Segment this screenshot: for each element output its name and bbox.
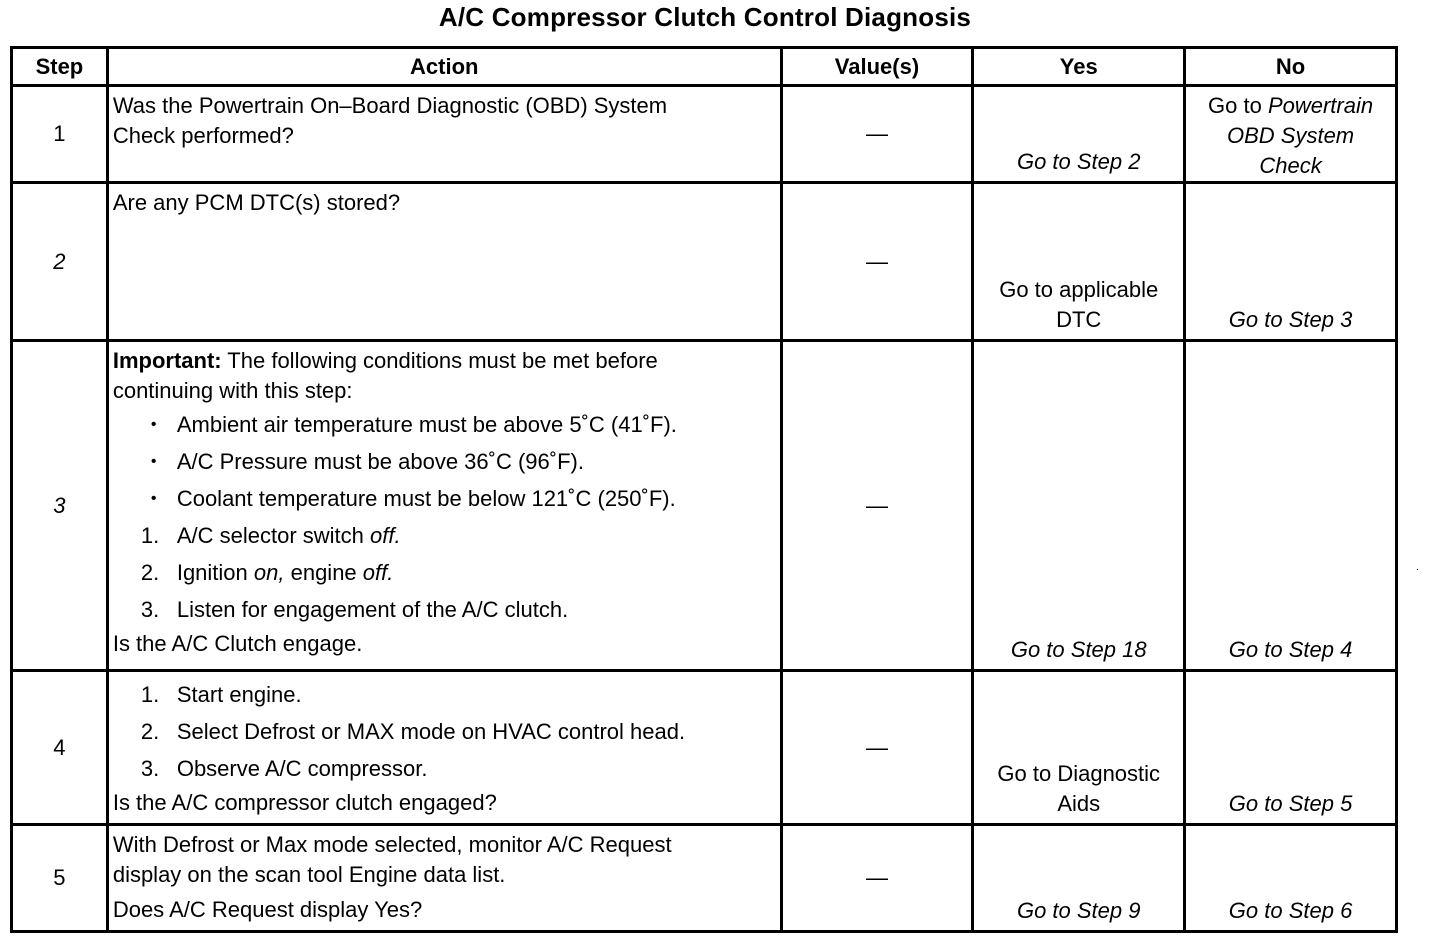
action-cell — [107, 825, 781, 932]
step-number: 2 — [53, 248, 66, 274]
no-cell — [1185, 341, 1397, 671]
step-number: 5 — [53, 865, 66, 890]
table-row — [12, 825, 1397, 932]
yes-cell — [973, 183, 1185, 341]
list-text-italic: off. — [370, 523, 401, 548]
value-text: — — [865, 734, 888, 760]
procedure-list — [113, 517, 776, 628]
action-cell — [107, 341, 781, 671]
yes-link[interactable]: Go to Step 18 — [1010, 637, 1147, 662]
action-text-line: display on the scan tool Engine data list. — [112, 862, 506, 887]
list-item — [141, 554, 776, 591]
yes-link[interactable]: Go to Step 2 — [1016, 149, 1141, 174]
procedure-list — [113, 676, 776, 787]
list-item — [141, 676, 776, 713]
question-text: Does A/C Request display Yes? — [112, 897, 423, 922]
list-text: Select Defrost or MAX mode on HVAC control head. — [176, 719, 686, 744]
list-item — [141, 713, 776, 750]
step-cell — [12, 183, 108, 341]
list-number: 3. — [140, 756, 160, 781]
header-no: No — [1185, 48, 1397, 86]
no-link[interactable]: Go to Step 3 — [1228, 307, 1353, 332]
header-yes: Yes — [973, 48, 1185, 86]
scan-artifact-mark: . — [1416, 562, 1419, 573]
list-number: 3. — [140, 597, 160, 622]
list-number: 2. — [140, 719, 160, 744]
yes-cell — [973, 671, 1185, 825]
value-text: — — [865, 492, 888, 518]
step-cell — [12, 86, 108, 183]
no-link-line3: Check — [1259, 153, 1322, 178]
action-cell — [107, 183, 781, 341]
action-text-line: Was the Powertrain On–Board Diagnostic (OBD) System — [112, 93, 668, 118]
list-text: Listen for engagement of the A/C clutch. — [176, 597, 569, 622]
important-label: Important: — [112, 348, 222, 373]
yes-link[interactable] — [974, 275, 1183, 335]
value-text: — — [865, 121, 888, 146]
action-text-line: With Defrost or Max mode selected, monitor A/C Request — [112, 832, 672, 857]
yes-link-line2: DTC — [1056, 307, 1102, 332]
condition-list — [113, 406, 776, 517]
no-cell — [1185, 86, 1397, 183]
list-number: 2. — [140, 560, 160, 585]
no-link[interactable] — [1186, 91, 1395, 181]
value-cell — [781, 86, 973, 183]
list-text: Observe A/C compressor. — [176, 756, 428, 781]
table-row — [12, 183, 1397, 341]
list-text-italic: on, — [253, 560, 285, 585]
no-cell — [1185, 671, 1397, 825]
no-link-line2: OBD System — [1227, 123, 1355, 148]
step-cell — [12, 671, 108, 825]
important-note — [113, 346, 776, 376]
table-row — [12, 341, 1397, 671]
yes-cell — [973, 825, 1185, 932]
list-item: • A/C Pressure must be above 36˚C (96˚F). — [147, 443, 776, 480]
no-cell — [1185, 183, 1397, 341]
header-action: Action — [107, 48, 781, 86]
value-cell — [781, 341, 973, 671]
table-row — [12, 671, 1397, 825]
yes-link[interactable] — [974, 759, 1183, 819]
list-number: 1. — [140, 523, 160, 548]
step-number: 1 — [53, 121, 66, 146]
yes-link-line1: Go to applicable — [999, 277, 1159, 302]
yes-link[interactable]: Go to Step 9 — [1016, 898, 1141, 923]
action-cell — [107, 86, 781, 183]
yes-link-line2: Aids — [1057, 791, 1101, 816]
yes-cell — [973, 341, 1185, 671]
list-text-italic: off. — [362, 560, 394, 585]
list-item: • Ambient air temperature must be above 5˚C (41˚F). — [147, 406, 776, 443]
list-item — [141, 750, 776, 787]
step-number: 4 — [53, 734, 66, 760]
list-item — [141, 517, 776, 554]
header-values: Value(s) — [781, 48, 973, 86]
no-cell — [1185, 825, 1397, 932]
important-note-line2: continuing with this step: — [112, 378, 353, 403]
diagnosis-table — [10, 46, 1398, 933]
table-header-row — [12, 48, 1397, 86]
action-text-line: Are any PCM DTC(s) stored? — [112, 190, 401, 215]
action-text-line: Check performed? — [112, 123, 294, 148]
yes-cell — [973, 86, 1185, 183]
value-text: — — [865, 865, 888, 890]
no-link[interactable]: Go to Step 4 — [1228, 637, 1353, 662]
no-link-italic: Powertrain — [1267, 93, 1374, 118]
step-number: 3 — [53, 492, 66, 518]
step-cell — [12, 825, 108, 932]
question-text: Is the A/C Clutch engage. — [112, 631, 363, 656]
list-text: A/C selector switch — [176, 523, 370, 548]
step-cell — [12, 341, 108, 671]
yes-link-line1: Go to Diagnostic — [997, 761, 1161, 786]
value-cell — [781, 183, 973, 341]
table-row — [12, 86, 1397, 183]
value-cell — [781, 825, 973, 932]
page-title: A/C Compressor Clutch Control Diagnosis — [438, 2, 972, 32]
question-text: Is the A/C compressor clutch engaged? — [112, 790, 497, 815]
list-number: 1. — [140, 682, 160, 707]
header-step: Step — [12, 48, 108, 86]
list-item: • Coolant temperature must be below 121˚C (250˚F). — [147, 480, 776, 517]
list-text: engine — [284, 560, 363, 585]
action-cell — [107, 671, 781, 825]
list-item — [141, 591, 776, 628]
list-text: Ignition — [176, 560, 254, 585]
no-link-prefix: Go to — [1208, 93, 1262, 118]
no-link[interactable]: Go to Step 6 — [1228, 898, 1353, 923]
value-cell — [781, 671, 973, 825]
no-link[interactable]: Go to Step 5 — [1228, 791, 1353, 816]
list-text: Start engine. — [176, 682, 302, 707]
important-text: The following conditions must be met before — [221, 348, 658, 373]
value-text: — — [865, 248, 888, 274]
